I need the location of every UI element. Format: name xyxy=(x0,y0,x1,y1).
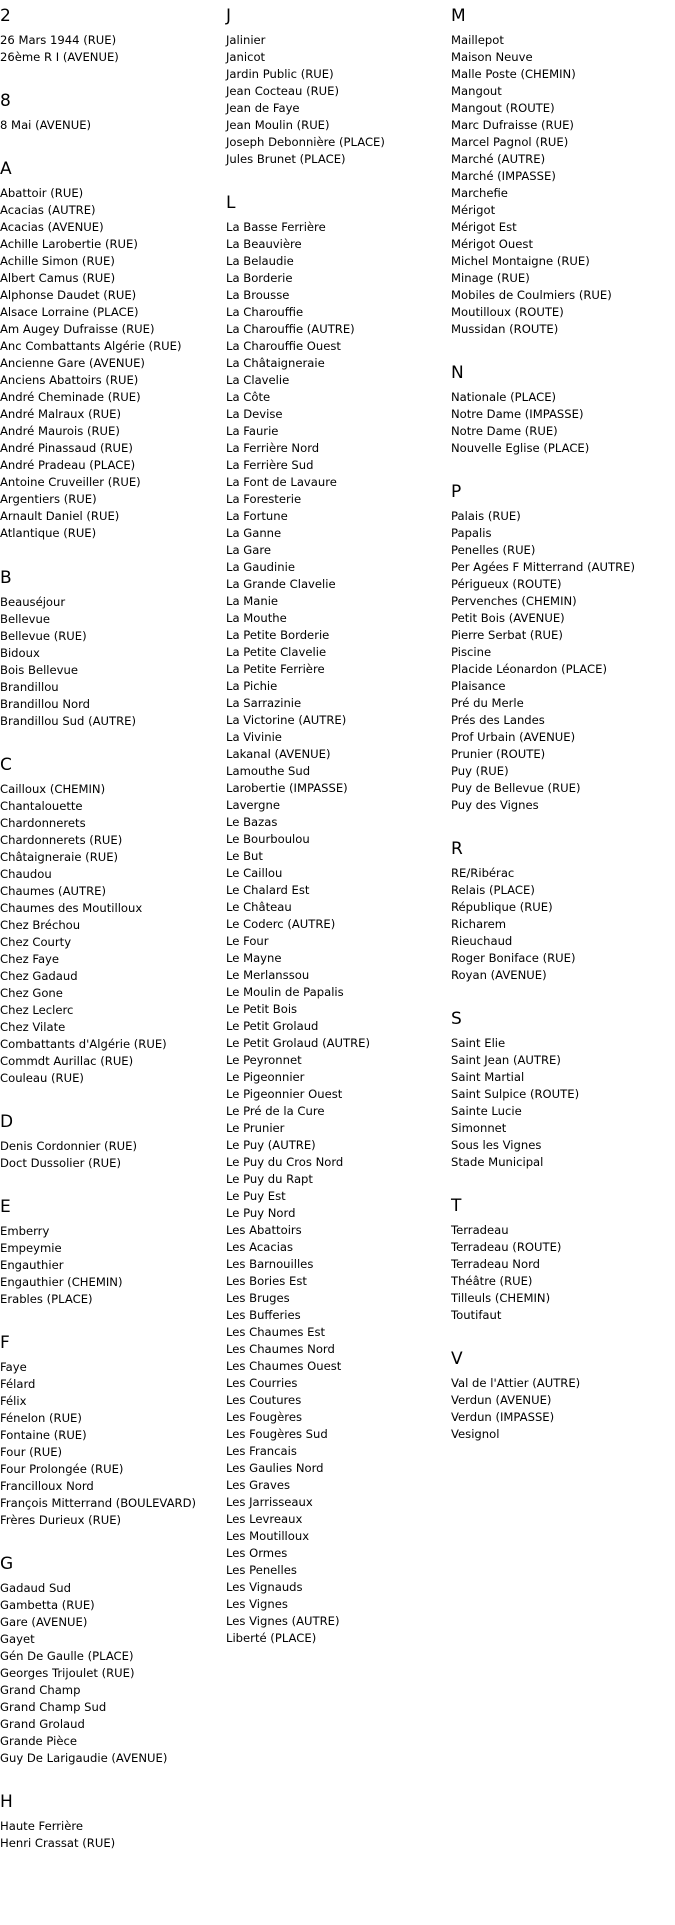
section-heading-8: 8 xyxy=(0,91,11,111)
street-name: La Devise xyxy=(226,407,283,421)
street-name: Puy des Vignes xyxy=(451,798,539,812)
street-name: Moutilloux (ROUTE) xyxy=(451,305,564,319)
street-name: Four (RUE) xyxy=(0,1445,63,1459)
letter-section-a xyxy=(0,153,220,542)
street-name: Brandillou Nord xyxy=(0,697,91,711)
street-name: Les Levreaux xyxy=(226,1512,303,1526)
section-heading-s: S xyxy=(451,1009,462,1029)
street-name: Marché (IMPASSE) xyxy=(451,169,556,183)
street-name: Bellevue xyxy=(0,612,51,626)
street-name: Haute Ferrière xyxy=(0,1819,84,1833)
street-name: Empeymie xyxy=(0,1241,62,1255)
street-name: Félard xyxy=(0,1377,36,1391)
street-name: Bellevue (RUE) xyxy=(0,629,87,643)
street-name: Mérigot Ouest xyxy=(451,237,533,251)
street-name: Tilleuls (CHEMIN) xyxy=(451,1291,551,1305)
street-name: Pré du Merle xyxy=(451,696,524,710)
street-name: Fénelon (RUE) xyxy=(0,1411,82,1425)
street-name: Chaudou xyxy=(0,867,52,881)
street-name: Rieuchaud xyxy=(451,934,513,948)
street-name: Les Bufferies xyxy=(226,1308,301,1322)
street-name: Am Augey Dufraisse (RUE) xyxy=(0,322,155,336)
street-name: Marcel Pagnol (RUE) xyxy=(451,135,569,149)
street-name: Chantalouette xyxy=(0,799,83,813)
street-name: Richarem xyxy=(451,917,507,931)
street-name: Alphonse Daudet (RUE) xyxy=(0,288,137,302)
street-name: Per Agées F Mitterrand (AUTRE) xyxy=(451,560,635,574)
street-name: Le Caillou xyxy=(226,866,283,880)
street-name: La Manie xyxy=(226,594,279,608)
street-name: Les Coutures xyxy=(226,1393,302,1407)
street-name: Jean Moulin (RUE) xyxy=(226,118,330,132)
street-list xyxy=(0,1580,220,1767)
street-name: Les Vignauds xyxy=(226,1580,303,1594)
street-name: Frères Durieux (RUE) xyxy=(0,1513,122,1527)
street-name: Engauthier xyxy=(0,1258,64,1272)
street-name: André Pradeau (PLACE) xyxy=(0,458,136,472)
street-name: Terradeau xyxy=(451,1223,509,1237)
street-list xyxy=(0,1223,220,1308)
street-name: Prunier (ROUTE) xyxy=(451,747,546,761)
street-name: Abattoir (RUE) xyxy=(0,186,84,200)
street-name: Erables (PLACE) xyxy=(0,1292,93,1306)
street-name: Georges Trijoulet (RUE) xyxy=(0,1666,135,1680)
street-name: Les Penelles xyxy=(226,1563,297,1577)
street-name: La Petite Borderie xyxy=(226,628,330,642)
street-name: Les Chaumes Nord xyxy=(226,1342,335,1356)
street-name: Plaisance xyxy=(451,679,506,693)
street-name: Chaumes des Moutilloux xyxy=(0,901,143,915)
street-name: Grand Grolaud xyxy=(0,1717,85,1731)
street-name: 26 Mars 1944 (RUE) xyxy=(0,33,117,47)
street-name: Notre Dame (IMPASSE) xyxy=(451,407,584,421)
street-list xyxy=(0,32,220,66)
letter-section-m xyxy=(451,0,671,338)
street-name: Simonnet xyxy=(451,1121,507,1135)
letter-section-t xyxy=(451,1190,671,1324)
letter-section-f xyxy=(0,1327,220,1529)
street-name: La Grande Clavelie xyxy=(226,577,336,591)
street-name: André Cheminade (RUE) xyxy=(0,390,141,404)
street-name: Henri Crassat (RUE) xyxy=(0,1836,116,1850)
street-name: Les Abattoirs xyxy=(226,1223,302,1237)
street-name: Chardonnerets xyxy=(0,816,86,830)
street-name: La Basse Ferrière xyxy=(226,220,326,234)
street-name: Les Chaumes Est xyxy=(226,1325,326,1339)
street-name: Four Prolongée (RUE) xyxy=(0,1462,124,1476)
street-name: Mussidan (ROUTE) xyxy=(451,322,559,336)
street-name: Les Bories Est xyxy=(226,1274,307,1288)
street-name: Le Merlanssou xyxy=(226,968,310,982)
section-heading-b: B xyxy=(0,568,12,588)
street-name: Lavergne xyxy=(226,798,280,812)
street-name: Beauséjour xyxy=(0,595,66,609)
street-name: Nationale (PLACE) xyxy=(451,390,557,404)
street-name: La Gare xyxy=(226,543,271,557)
street-name: Engauthier (CHEMIN) xyxy=(0,1275,123,1289)
street-name: Gayet xyxy=(0,1632,35,1646)
street-list xyxy=(451,865,671,984)
street-name: Relais (PLACE) xyxy=(451,883,535,897)
letter-section-p xyxy=(451,476,671,814)
street-name: Terradeau Nord xyxy=(451,1257,540,1271)
section-heading-t: T xyxy=(451,1196,462,1216)
street-name: Le Puy du Cros Nord xyxy=(226,1155,344,1169)
street-name: La Beauvière xyxy=(226,237,302,251)
street-name: Francilloux Nord xyxy=(0,1479,94,1493)
street-name: Les Francais xyxy=(226,1444,297,1458)
street-list xyxy=(451,389,671,457)
street-name: Anciens Abattoirs (RUE) xyxy=(0,373,139,387)
street-name: Le Chalard Est xyxy=(226,883,310,897)
street-name: Les Fougères xyxy=(226,1410,302,1424)
street-name: Mérigot xyxy=(451,203,496,217)
street-name: Sous les Vignes xyxy=(451,1138,542,1152)
street-name: La Faurie xyxy=(226,424,279,438)
street-name: Chaumes (AUTRE) xyxy=(0,884,106,898)
street-name: Saint Elie xyxy=(451,1036,506,1050)
street-name: Terradeau (ROUTE) xyxy=(451,1240,562,1254)
street-name: Mangout (ROUTE) xyxy=(451,101,555,115)
street-list xyxy=(451,1222,671,1324)
street-name: Les Vignes (AUTRE) xyxy=(226,1614,340,1628)
street-name: Jean Cocteau (RUE) xyxy=(226,84,339,98)
street-name: Le Bazas xyxy=(226,815,278,829)
street-name: La Belaudie xyxy=(226,254,294,268)
street-list xyxy=(0,781,220,1087)
street-name: André Pinassaud (RUE) xyxy=(0,441,133,455)
letter-section-b xyxy=(0,562,220,730)
street-name: André Malraux (RUE) xyxy=(0,407,121,421)
street-name: Le Château xyxy=(226,900,292,914)
letter-section-s xyxy=(451,1003,671,1171)
street-name: Le Four xyxy=(226,934,269,948)
street-name: Jardin Public (RUE) xyxy=(226,67,334,81)
street-name: Vesignol xyxy=(451,1427,500,1441)
street-name: Denis Cordonnier (RUE) xyxy=(0,1139,137,1153)
street-name: Le Mayne xyxy=(226,951,282,965)
street-name: Les Barnouilles xyxy=(226,1257,314,1271)
street-name: Chez Vilate xyxy=(0,1020,66,1034)
street-name: Lamouthe Sud xyxy=(226,764,311,778)
street-list xyxy=(451,32,671,338)
street-name: Penelles (RUE) xyxy=(451,543,536,557)
index-column-2 xyxy=(226,0,446,1666)
street-name: La Sarrazinie xyxy=(226,696,302,710)
street-name: Les Acacias xyxy=(226,1240,294,1254)
street-name: Anc Combattants Algérie (RUE) xyxy=(0,339,182,353)
street-name: Le Petit Bois xyxy=(226,1002,298,1016)
section-heading-r: R xyxy=(451,839,463,859)
section-heading-e: E xyxy=(0,1197,11,1217)
street-name: Châtaigneraie (RUE) xyxy=(0,850,119,864)
section-heading-a: A xyxy=(0,159,12,179)
section-heading-c: C xyxy=(0,755,12,775)
section-heading-j: J xyxy=(226,6,232,26)
street-name: Chez Courty xyxy=(0,935,72,949)
street-name: La Clavelie xyxy=(226,373,290,387)
letter-section-h xyxy=(0,1786,220,1852)
letter-section-l xyxy=(226,187,446,1647)
street-name: La Borderie xyxy=(226,271,293,285)
street-name: Le Puy (AUTRE) xyxy=(226,1138,316,1152)
street-name: Le Pré de la Cure xyxy=(226,1104,325,1118)
street-name: Notre Dame (RUE) xyxy=(451,424,558,438)
street-name: Chez Bréchou xyxy=(0,918,81,932)
street-name: Combattants d'Algérie (RUE) xyxy=(0,1037,167,1051)
street-name: Gén De Gaulle (PLACE) xyxy=(0,1649,134,1663)
street-list xyxy=(226,32,446,168)
street-name: La Mouthe xyxy=(226,611,287,625)
street-name: André Maurois (RUE) xyxy=(0,424,120,438)
street-name: Verdun (AVENUE) xyxy=(451,1393,552,1407)
section-heading-d: D xyxy=(0,1112,14,1132)
street-name: Saint Jean (AUTRE) xyxy=(451,1053,561,1067)
street-name: La Côte xyxy=(226,390,271,404)
street-name: La Victorine (AUTRE) xyxy=(226,713,347,727)
street-name: Prés des Landes xyxy=(451,713,545,727)
street-name: Jean de Faye xyxy=(226,101,300,115)
street-name: Papalis xyxy=(451,526,492,540)
street-name: La Charouffie (AUTRE) xyxy=(226,322,355,336)
street-name: Jalinier xyxy=(226,33,266,47)
street-name: Brandillou xyxy=(0,680,59,694)
street-name: La Châtaigneraie xyxy=(226,356,325,370)
street-name: La Ganne xyxy=(226,526,282,540)
street-name: Stade Municipal xyxy=(451,1155,544,1169)
street-name: Atlantique (RUE) xyxy=(0,526,97,540)
street-name: Achille Larobertie (RUE) xyxy=(0,237,138,251)
street-name: Sainte Lucie xyxy=(451,1104,522,1118)
letter-section-n xyxy=(451,357,671,457)
street-name: Bidoux xyxy=(0,646,40,660)
street-name: Le Puy Nord xyxy=(226,1206,296,1220)
street-name: La Font de Lavaure xyxy=(226,475,337,489)
letter-section-d xyxy=(0,1106,220,1172)
street-name: Mangout xyxy=(451,84,502,98)
street-name: Ancienne Gare (AVENUE) xyxy=(0,356,145,370)
letter-section-v xyxy=(451,1343,671,1443)
street-name: Roger Boniface (RUE) xyxy=(451,951,576,965)
street-name: La Petite Ferrière xyxy=(226,662,325,676)
street-name: Couleau (RUE) xyxy=(0,1071,84,1085)
street-name: La Gaudinie xyxy=(226,560,295,574)
street-list xyxy=(0,594,220,730)
section-heading-f: F xyxy=(0,1333,10,1353)
street-name: Acacias (AUTRE) xyxy=(0,203,96,217)
street-name: Commdt Aurillac (RUE) xyxy=(0,1054,134,1068)
section-heading-n: N xyxy=(451,363,464,383)
section-heading-m: M xyxy=(451,6,466,26)
street-name: Liberté (PLACE) xyxy=(226,1631,317,1645)
street-name: Arnault Daniel (RUE) xyxy=(0,509,120,523)
street-name: La Vivinie xyxy=(226,730,282,744)
street-name: Palais (RUE) xyxy=(451,509,521,523)
street-name: Maillepot xyxy=(451,33,504,47)
street-name: Albert Camus (RUE) xyxy=(0,271,116,285)
street-name: Val de l'Attier (AUTRE) xyxy=(451,1376,581,1390)
street-name: Les Gaulies Nord xyxy=(226,1461,324,1475)
section-heading-g: G xyxy=(0,1554,14,1574)
street-list xyxy=(0,117,220,134)
street-name: Gare (AVENUE) xyxy=(0,1615,88,1629)
street-name: Les Jarrisseaux xyxy=(226,1495,313,1509)
street-name: Joseph Debonnière (PLACE) xyxy=(226,135,385,149)
street-name: Cailloux (CHEMIN) xyxy=(0,782,106,796)
street-name: Périgueux (ROUTE) xyxy=(451,577,562,591)
street-name: Le Moulin de Papalis xyxy=(226,985,344,999)
street-name: Le Pigeonnier xyxy=(226,1070,305,1084)
street-name: Chez Gone xyxy=(0,986,63,1000)
street-name: La Ferrière Sud xyxy=(226,458,314,472)
letter-section-c xyxy=(0,749,220,1087)
street-name: Les Chaumes Ouest xyxy=(226,1359,342,1373)
street-name: Lakanal (AVENUE) xyxy=(226,747,331,761)
index-column-3 xyxy=(451,0,671,1462)
street-list xyxy=(451,508,671,814)
letter-section-g xyxy=(0,1548,220,1767)
street-name: Royan (AVENUE) xyxy=(451,968,547,982)
street-name: Théâtre (RUE) xyxy=(451,1274,533,1288)
street-name: Marchefie xyxy=(451,186,508,200)
street-name: La Pichie xyxy=(226,679,278,693)
street-name: Mobiles de Coulmiers (RUE) xyxy=(451,288,612,302)
street-name: La Charouffie Ouest xyxy=(226,339,341,353)
street-name: Toutifaut xyxy=(451,1308,502,1322)
street-name: Grand Champ Sud xyxy=(0,1700,107,1714)
street-name: République (RUE) xyxy=(451,900,553,914)
letter-section-2 xyxy=(0,0,220,66)
street-name: Le But xyxy=(226,849,263,863)
street-name: Maison Neuve xyxy=(451,50,533,64)
street-name: Fontaine (RUE) xyxy=(0,1428,87,1442)
street-name: Achille Simon (RUE) xyxy=(0,254,115,268)
street-name: Le Petit Grolaud xyxy=(226,1019,319,1033)
street-name: La Ferrière Nord xyxy=(226,441,320,455)
street-name: Saint Martial xyxy=(451,1070,525,1084)
street-name: Le Bourboulou xyxy=(226,832,310,846)
section-heading-2: 2 xyxy=(0,6,11,26)
street-name: Félix xyxy=(0,1394,27,1408)
street-name: Les Fougères Sud xyxy=(226,1427,328,1441)
street-name: Les Graves xyxy=(226,1478,291,1492)
street-name: Argentiers (RUE) xyxy=(0,492,97,506)
street-name: Puy (RUE) xyxy=(451,764,509,778)
street-name: Les Moutilloux xyxy=(226,1529,310,1543)
street-name: Janicot xyxy=(226,50,266,64)
street-name: François Mitterrand (BOULEVARD) xyxy=(0,1496,197,1510)
street-name: Petit Bois (AVENUE) xyxy=(451,611,565,625)
street-name: Placide Léonardon (PLACE) xyxy=(451,662,607,676)
street-name: Le Peyronnet xyxy=(226,1053,302,1067)
street-name: Le Petit Grolaud (AUTRE) xyxy=(226,1036,371,1050)
section-heading-v: V xyxy=(451,1349,463,1369)
street-name: Brandillou Sud (AUTRE) xyxy=(0,714,137,728)
street-list xyxy=(226,219,446,1647)
street-name: 8 Mai (AVENUE) xyxy=(0,118,92,132)
street-name: Chez Faye xyxy=(0,952,60,966)
street-name: Acacias (AVENUE) xyxy=(0,220,104,234)
letter-section-8 xyxy=(0,85,220,134)
section-heading-l: L xyxy=(226,193,236,213)
street-name: Saint Sulpice (ROUTE) xyxy=(451,1087,580,1101)
letter-section-j xyxy=(226,0,446,168)
street-name: Pervenches (CHEMIN) xyxy=(451,594,577,608)
letter-section-e xyxy=(0,1191,220,1308)
street-name: Jules Brunet (PLACE) xyxy=(226,152,346,166)
street-name: Gambetta (RUE) xyxy=(0,1598,95,1612)
street-name: Antoine Cruveiller (RUE) xyxy=(0,475,141,489)
street-list xyxy=(0,1138,220,1172)
street-name: La Fortune xyxy=(226,509,288,523)
street-name: Les Courries xyxy=(226,1376,298,1390)
street-name: Larobertie (IMPASSE) xyxy=(226,781,348,795)
street-name: La Brousse xyxy=(226,288,290,302)
street-list xyxy=(451,1035,671,1171)
street-name: Les Vignes xyxy=(226,1597,288,1611)
street-name: Grand Champ xyxy=(0,1683,81,1697)
street-name: 26ème R I (AVENUE) xyxy=(0,50,119,64)
street-name: Le Puy du Rapt xyxy=(226,1172,313,1186)
street-name: Prof Urbain (AVENUE) xyxy=(451,730,576,744)
street-name: Mérigot Est xyxy=(451,220,517,234)
street-name: Bois Bellevue xyxy=(0,663,78,677)
street-list xyxy=(0,1818,220,1852)
letter-section-r xyxy=(451,833,671,984)
street-name: La Charouffie xyxy=(226,305,304,319)
street-name: Nouvelle Eglise (PLACE) xyxy=(451,441,590,455)
street-name: Doct Dussolier (RUE) xyxy=(0,1156,122,1170)
street-list xyxy=(0,1359,220,1529)
street-name: Les Bruges xyxy=(226,1291,290,1305)
street-name: Le Puy Est xyxy=(226,1189,286,1203)
index-column-1 xyxy=(0,0,220,1871)
street-name: Alsace Lorraine (PLACE) xyxy=(0,305,139,319)
street-name: Le Pigeonnier Ouest xyxy=(226,1087,343,1101)
street-list xyxy=(0,185,220,542)
street-name: Grande Pièce xyxy=(0,1734,77,1748)
section-heading-p: P xyxy=(451,482,462,502)
street-name: Emberry xyxy=(0,1224,50,1238)
street-name: Minage (RUE) xyxy=(451,271,530,285)
street-list xyxy=(451,1375,671,1443)
street-name: Pierre Serbat (RUE) xyxy=(451,628,563,642)
street-name: La Petite Clavelie xyxy=(226,645,327,659)
street-name: Verdun (IMPASSE) xyxy=(451,1410,555,1424)
street-name: Les Ormes xyxy=(226,1546,288,1560)
street-name: Guy De Larigaudie (AVENUE) xyxy=(0,1751,168,1765)
street-name: RE/Ribérac xyxy=(451,866,515,880)
street-name: Chez Leclerc xyxy=(0,1003,74,1017)
street-name: Le Prunier xyxy=(226,1121,285,1135)
street-name: Faye xyxy=(0,1360,27,1374)
street-name: Gadaud Sud xyxy=(0,1581,72,1595)
street-name: Chez Gadaud xyxy=(0,969,78,983)
street-name: Marc Dufraisse (RUE) xyxy=(451,118,574,132)
street-name: Chardonnerets (RUE) xyxy=(0,833,123,847)
street-name: La Foresterie xyxy=(226,492,302,506)
street-name: Piscine xyxy=(451,645,492,659)
street-name: Michel Montaigne (RUE) xyxy=(451,254,590,268)
street-name: Puy de Bellevue (RUE) xyxy=(451,781,581,795)
street-name: Le Coderc (AUTRE) xyxy=(226,917,336,931)
section-heading-h: H xyxy=(0,1792,13,1812)
street-name: Marché (AUTRE) xyxy=(451,152,546,166)
street-name: Malle Poste (CHEMIN) xyxy=(451,67,576,81)
